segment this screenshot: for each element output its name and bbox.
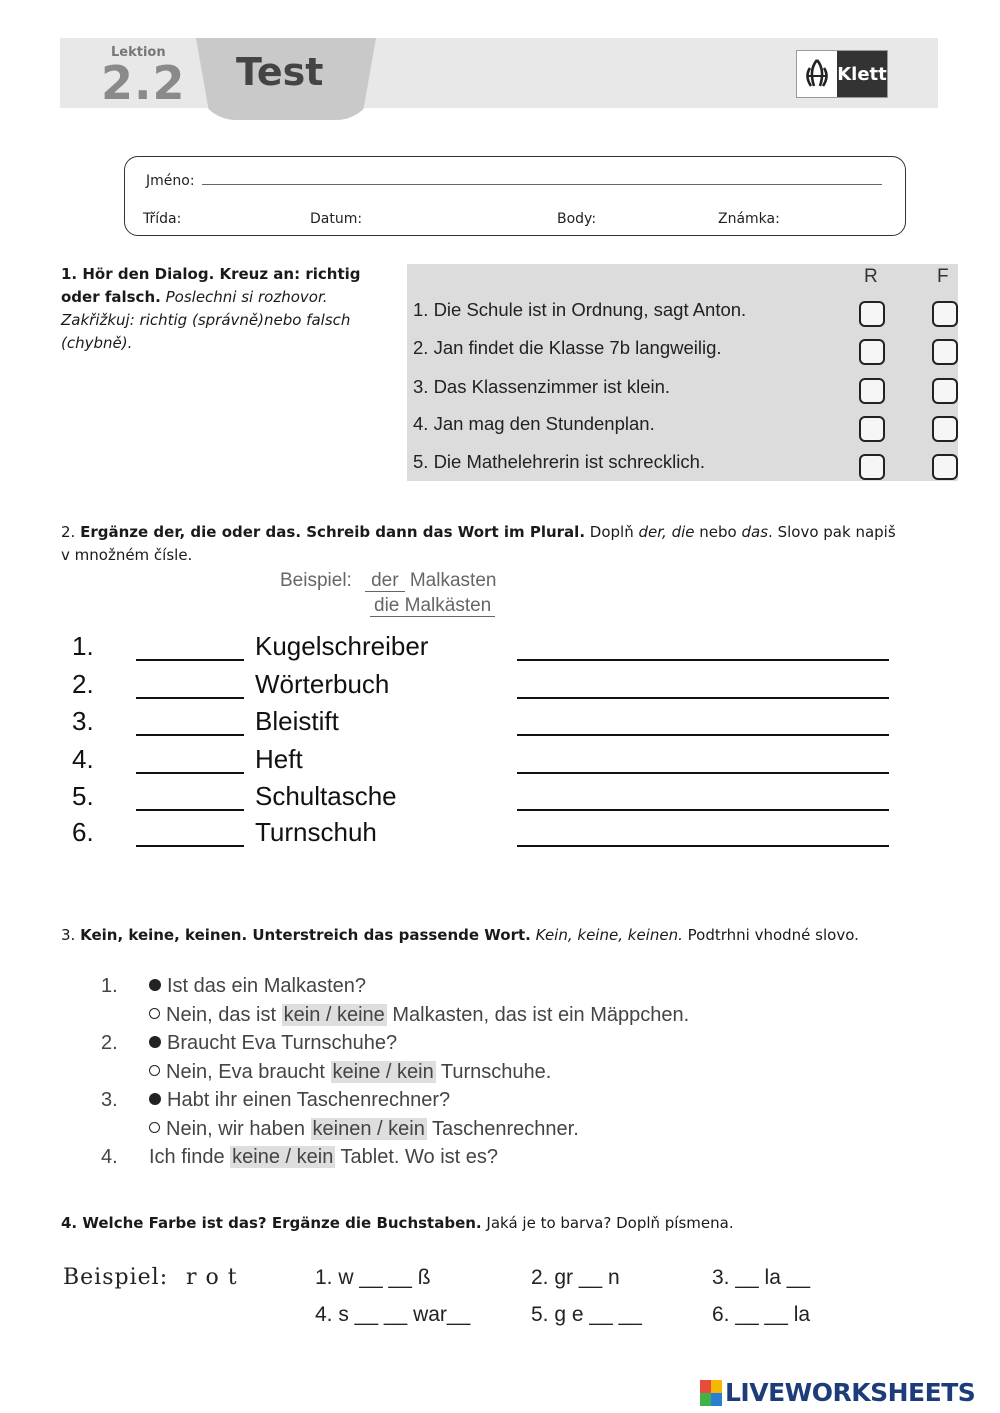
column-f-label: F: [937, 266, 949, 287]
task3-number-4: 4.: [101, 1146, 118, 1168]
klett-leaf-icon: [797, 51, 837, 97]
liveworksheets-footer: [700, 1378, 975, 1407]
color-item-2[interactable]: 2. gr __ n: [531, 1266, 620, 1289]
task4-instructions: 4. Welche Farbe ist das? Ergänze die Buchstaben. Jaká je to barva? Doplň písmena.: [61, 1214, 734, 1232]
choice-keinen-kein[interactable]: keinen / kein: [312, 1118, 425, 1140]
article-blank-4[interactable]: [136, 772, 244, 774]
task3-number-2: 2.: [101, 1032, 118, 1054]
true-false-box: [407, 264, 958, 481]
column-r-label: R: [864, 266, 878, 287]
page-title: Test: [236, 50, 324, 94]
bullet-ring-icon: [149, 1122, 160, 1133]
task2-item-number: 1.: [72, 631, 94, 661]
article-blank-6[interactable]: [136, 845, 244, 847]
task2-example: Beispiel: der Malkasten: [280, 570, 497, 591]
example-article: der: [365, 570, 404, 592]
checkbox-4-falsch[interactable]: [932, 416, 958, 442]
checkbox-2-falsch[interactable]: [932, 339, 958, 365]
task2-item-number: 4.: [72, 744, 94, 774]
task2-item-number: 2.: [72, 669, 94, 699]
statement-1: 1. Die Schule ist in Ordnung, sagt Anton.: [413, 299, 747, 320]
task3-answer-3: Nein, wir haben keinen / kein Taschenrechner.: [149, 1118, 579, 1141]
task2-word-6: Turnschuh: [255, 817, 377, 847]
bullet-dot-icon: [149, 1036, 161, 1048]
checkbox-1-falsch[interactable]: [932, 301, 958, 327]
points-label: Body:: [557, 211, 597, 227]
color-item-1[interactable]: 1. w __ __ ß: [315, 1266, 431, 1289]
task2-word-3: Bleistift: [255, 706, 339, 736]
bullet-dot-icon: [149, 979, 161, 991]
task2-word-5: Schultasche: [255, 781, 397, 811]
checkbox-3-falsch[interactable]: [932, 378, 958, 404]
choice-kein-keine[interactable]: kein / keine: [283, 1004, 385, 1026]
checkbox-4-richtig[interactable]: [859, 416, 885, 442]
lektion-label: Lektion: [111, 45, 166, 60]
klett-logo: [796, 50, 888, 98]
task2-word-2: Wörterbuch: [255, 669, 390, 699]
task4-example-label: Beispiel:: [63, 1265, 169, 1290]
article-blank-1[interactable]: [136, 659, 244, 661]
choice-keine-kein-tablet[interactable]: keine / kein: [232, 1146, 334, 1168]
task3-question-3: Habt ihr einen Taschenrechner?: [149, 1089, 450, 1112]
task3-instructions: 3. Kein, keine, keinen. Unterstreich das passende Wort. Kein, keine, keinen. Podtrhni vhodné slovo.: [61, 926, 859, 944]
name-label: Jméno:: [146, 173, 195, 189]
task2-item-number: 6.: [72, 817, 94, 847]
article-blank-2[interactable]: [136, 697, 244, 699]
plural-line-3[interactable]: [517, 734, 889, 736]
plural-line-2[interactable]: [517, 697, 889, 699]
plural-line-6[interactable]: [517, 845, 889, 847]
checkbox-5-falsch[interactable]: [932, 454, 958, 480]
task3-question-2: Braucht Eva Turnschuhe?: [149, 1032, 397, 1055]
task2-item-number: 5.: [72, 781, 94, 811]
plural-line-5[interactable]: [517, 809, 889, 811]
statement-4: 4. Jan mag den Stundenplan.: [413, 413, 655, 434]
checkbox-2-richtig[interactable]: [859, 339, 885, 365]
task3-number-1: 1.: [101, 975, 118, 997]
task3-answer-1: Nein, das ist kein / keine Malkasten, das ist ein Mäppchen.: [149, 1004, 689, 1027]
article-blank-3[interactable]: [136, 734, 244, 736]
bullet-dot-icon: [149, 1093, 161, 1105]
statement-3: 3. Das Klassenzimmer ist klein.: [413, 376, 671, 397]
task3-question-1: Ist das ein Malkasten?: [149, 975, 366, 998]
color-item-3[interactable]: 3. __ la __: [712, 1266, 811, 1289]
task2-word-4: Heft: [255, 744, 303, 774]
task3-number-3: 3.: [101, 1089, 118, 1111]
task2-instructions: 2. Ergänze der, die oder das. Schreib dann das Wort im Plural. Doplň der, die nebo das. Slovo pak napiš v množném čísle.: [61, 523, 896, 564]
checkbox-1-richtig[interactable]: [859, 301, 885, 327]
liveworksheets-logo-icon: [700, 1380, 722, 1406]
task2-word-1: Kugelschreiber: [255, 631, 429, 661]
checkbox-5-richtig[interactable]: [859, 454, 885, 480]
bullet-ring-icon: [149, 1065, 160, 1076]
statement-5: 5. Die Mathelehrerin ist schrecklich.: [413, 451, 705, 472]
plural-line-1[interactable]: [517, 659, 889, 661]
task4-example-word: r o t: [186, 1265, 238, 1290]
task3-answer-2: Nein, Eva braucht keine / kein Turnschuhe.: [149, 1061, 551, 1084]
checkbox-3-richtig[interactable]: [859, 378, 885, 404]
class-label: Třída:: [143, 211, 182, 227]
date-label: Datum:: [310, 211, 363, 227]
article-blank-5[interactable]: [136, 809, 244, 811]
task1-instructions: 1. Hör den Dialog. Kreuz an: richtig oder falsch. Poslechni si rozhovor. Zakřižkuj: richtig (správně)nebo falsch (chybně).: [61, 265, 361, 352]
task2-item-number: 3.: [72, 706, 94, 736]
name-field[interactable]: [202, 184, 882, 185]
task3-line-4: Ich finde keine / kein Tablet. Wo ist es?: [149, 1146, 499, 1168]
example-plural: die Malkästen: [370, 595, 495, 617]
grade-label: Známka:: [718, 211, 780, 227]
liveworksheets-brand: LIVEWORKSHEETS: [725, 1378, 976, 1407]
plural-line-4[interactable]: [517, 772, 889, 774]
student-info-box: [124, 156, 906, 236]
bullet-ring-icon: [149, 1008, 160, 1019]
klett-logo-text: Klett: [837, 51, 887, 97]
color-item-6[interactable]: 6. __ __ la: [712, 1303, 811, 1326]
lektion-number: 2.2: [101, 56, 186, 110]
choice-keine-kein[interactable]: keine / kein: [332, 1061, 434, 1083]
color-item-5[interactable]: 5. g e __ __: [531, 1303, 642, 1326]
statement-2: 2. Jan findet die Klasse 7b langweilig.: [413, 337, 722, 358]
color-item-4[interactable]: 4. s __ __ war__: [315, 1303, 471, 1326]
